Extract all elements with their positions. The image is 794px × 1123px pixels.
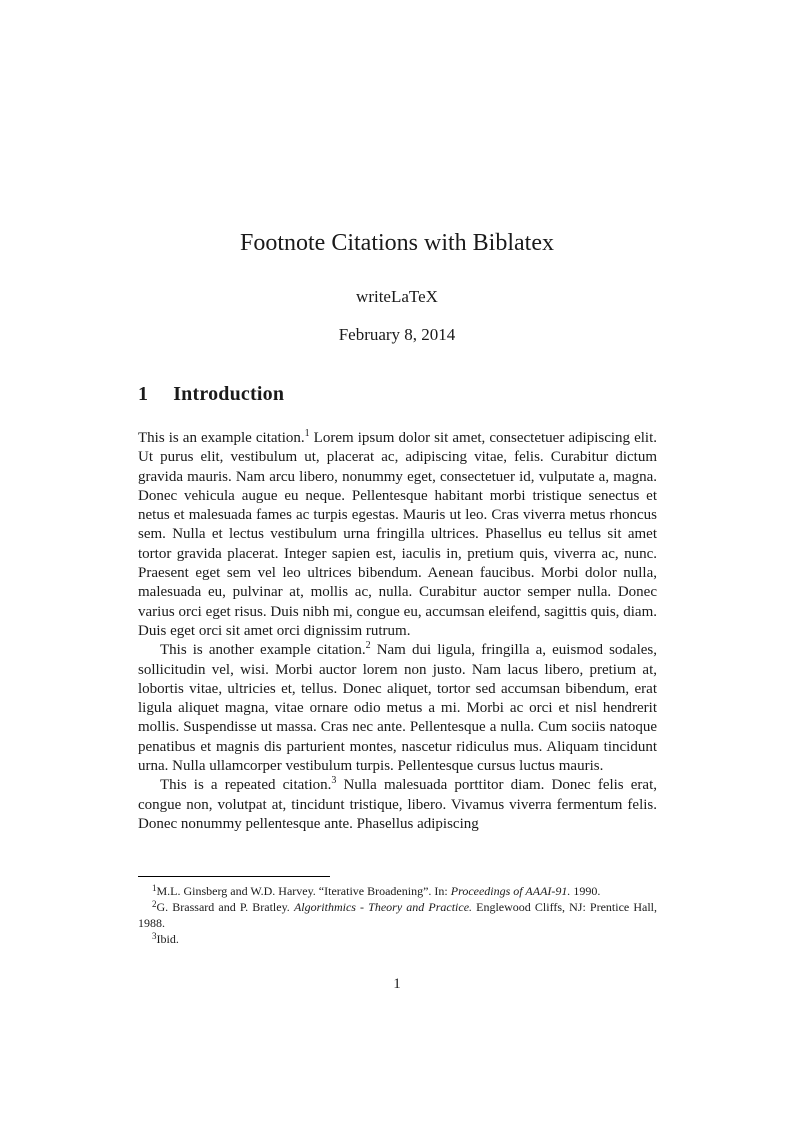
footnote-marker: 1 xyxy=(152,883,157,893)
document-date: February 8, 2014 xyxy=(338,325,456,344)
footnote-ref: 1 xyxy=(304,429,310,439)
footnote-text: Englewood Cliffs, NJ: Prentice Hall, 1988. xyxy=(138,900,658,930)
footnote-text: M.L. Ginsberg and W.D. Harvey. “Iterative Broadening”. In: xyxy=(156,884,451,898)
paragraph xyxy=(138,776,657,834)
footnote-item xyxy=(138,899,657,931)
footnote-ref: 3 xyxy=(331,775,337,787)
footnote-marker: 3 xyxy=(152,931,157,941)
paragraph-text: Lorem ipsum dolor sit amet, consectetuer adipiscing elit. Ut purus elit, vestibulum ut, placerat ac, adipiscing vitae, felis. Curabitur dictum gravida mauris. Nam arcu libero, nonummy eget, consectetuer id, vulputate a, magna. Donec vehicula augue eu neque. Pellentesque habitant morbi tristique senectus et netus et malesuada fames ac turpis egestas. Mauris ut leo. Cras viverra metus rhoncus sem. Nulla et lectus vestibulum urna fringilla ultrices. Phasellus eu tellus sit amet tortor gravida placerat. Integer sapien est, iaculis in, pretium quis, viverra ac, nunc. Praesent eget sem vel leo ultrices bibendum. Aenean faucibus. Morbi dolor nulla, malesuada eu, pulvinar at, mollis ac, nulla. Curabitur auctor semper nulla. Donec varius orci eget risus. Duis nibh mi, congue eu, accumsan eleifend, sagittis quis, diam. Duis eget orci sit amet orci dignissim rutrum. xyxy=(138,430,657,639)
footnote-item xyxy=(138,931,657,947)
document-author: writeLaTeX xyxy=(356,287,438,306)
footnote-italic-title: Algorithmics - Theory and Practice. xyxy=(293,900,473,914)
document-body xyxy=(138,429,657,871)
footnote-item xyxy=(138,883,657,899)
footnote-rule xyxy=(138,876,330,877)
page-number: 1 xyxy=(393,976,401,992)
footnote-text: Ibid. xyxy=(156,932,179,946)
footnotes-area xyxy=(138,876,657,947)
paragraph-lead: This is another example citation. xyxy=(160,642,366,659)
paragraph-lead: This is an example citation. xyxy=(138,430,305,446)
title-block xyxy=(0,228,794,345)
paragraph-lead: This is a repeated citation. xyxy=(160,777,332,794)
document-title: Footnote Citations with Biblatex xyxy=(240,230,554,256)
footnote-ref: 2 xyxy=(365,640,371,652)
footnote-text: G. Brassard and P. Bratley. xyxy=(156,900,294,914)
paragraph-text: Nam dui ligula, fringilla a, euismod sodales, sollicitudin vel, wisi. Morbi auctor lorem non justo. Nam lacus libero, pretium at, lobortis vitae, ultricies et, tellus. Donec aliquet, tortor sed accumsan bibendum, erat ligula aliquet magna, vitae ornare odio metus a mi. Morbi ac orci et nisl hendrerit mollis. Suspendisse ut massa. Cras nec ante. Pellentesque a nulla. Cum sociis natoque penatibus et magnis dis parturient montes, nascetur ridiculus mus. Aliquam tincidunt urna. Nulla ullamcorper vestibulum turpis. Pellentesque cursus luctus mauris. xyxy=(138,642,657,775)
paragraph xyxy=(138,429,657,641)
section-number: 1 xyxy=(138,383,149,405)
section-title: Introduction xyxy=(173,383,285,405)
footnote-italic-title: Proceedings of AAAI-91. xyxy=(450,884,571,898)
footnote-text: 1990. xyxy=(570,884,601,898)
paragraph xyxy=(138,641,657,776)
section-heading xyxy=(138,383,284,406)
footnote-marker: 2 xyxy=(152,899,157,909)
paragraph-text: Nulla malesuada porttitor diam. Donec felis erat, congue non, volutpat at, tincidunt tristique, libero. Vivamus viverra fermentum felis. Donec nonummy pellentesque ante. Phasellus adipiscing xyxy=(138,777,657,832)
